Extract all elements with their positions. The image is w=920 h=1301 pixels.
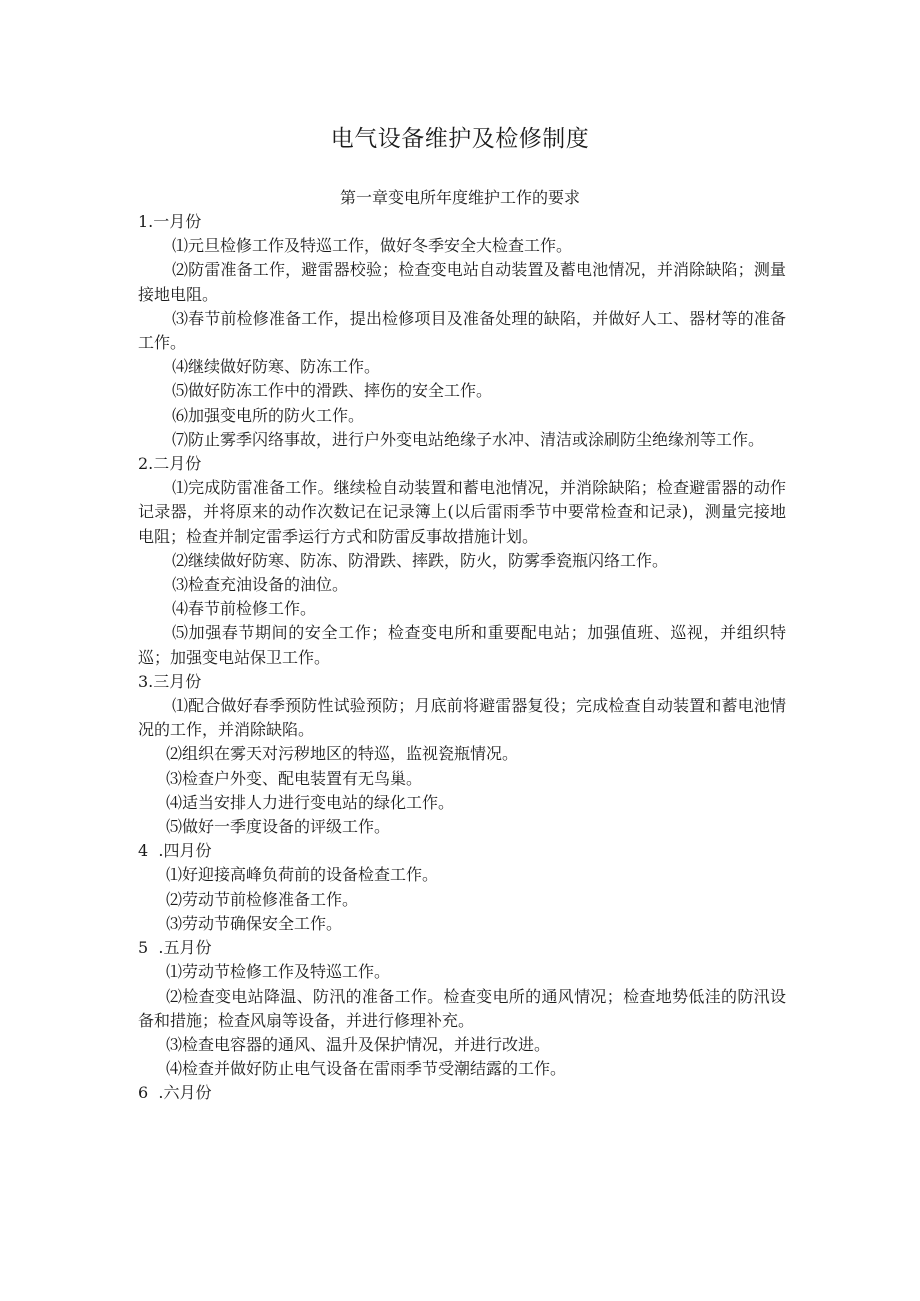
month-heading: 6 .六月份	[138, 1083, 212, 1103]
list-item: ⑺防止雾季闪络事故，进行户外变电站绝缘子水冲、清洁或涂刷防尘绝缘剂等工作。	[172, 429, 765, 449]
list-item: ⑴劳动节检修工作及特巡工作。	[166, 962, 391, 982]
list-item: ⑶检查充油设备的油位。	[172, 575, 349, 595]
list-item: ⑵防雷准备工作，避雷器校验；检查变电站自动装置及蓄电池情况，并消除缺陷；测量接地电阻。	[138, 260, 786, 304]
list-item: ⑴配合做好春季预防性试验预防；月底前将避雷器复役；完成检查自动装置和蓄电池情况的工作，并消除缺陷。	[138, 696, 786, 740]
list-item: ⑷春节前检修工作。	[172, 599, 317, 619]
list-item: ⑶劳动节确保安全工作。	[166, 913, 343, 933]
list-item: ⑴元旦检修工作及特巡工作，做好冬季安全大检查工作。	[172, 236, 573, 256]
list-item: ⑵劳动节前检修准备工作。	[166, 889, 359, 909]
list-item: ⑷检查并做好防止电气设备在雷雨季节受潮结露的工作。	[166, 1059, 567, 1079]
month-heading: 2.二月份	[138, 454, 202, 474]
month-heading: 5 .五月份	[138, 938, 212, 958]
month-heading: 4 .四月份	[138, 841, 212, 861]
chapter-heading: 第一章变电所年度维护工作的要求	[339, 188, 580, 207]
list-item: ⑵检查变电站降温、防汛的准备工作。检查变电所的通风情况；检查地势低洼的防汛设备和措施；检查风扇等设备，并进行修理补充。	[138, 986, 786, 1030]
list-item: ⑸做好防冻工作中的滑跌、摔伤的安全工作。	[172, 381, 493, 401]
list-item: ⑷适当安排人力进行变电站的绿化工作。	[166, 792, 455, 812]
list-item: ⑴好迎接高峰负荷前的设备检查工作。	[166, 865, 439, 885]
list-item: ⑷继续做好防寒、防冻工作。	[172, 357, 381, 377]
list-item: ⑵组织在雾天对污秽地区的特巡，监视瓷瓶情况。	[166, 744, 519, 764]
list-item: ⑶检查户外变、配电装置有无鸟巢。	[166, 768, 423, 788]
document-body	[138, 210, 786, 1106]
list-item: ⑹加强变电所的防火工作。	[172, 405, 365, 425]
list-item: ⑶春节前检修准备工作，提出检修项目及准备处理的缺陷，并做好人工、器材等的准备工作。	[138, 308, 786, 353]
list-item: ⑸做好一季度设备的评级工作。	[166, 817, 391, 837]
list-item: ⑵继续做好防寒、防冻、防滑跌、摔跌，防火，防雾季瓷瓶闪络工作。	[172, 550, 669, 570]
list-item: ⑸加强春节期间的安全工作；检查变电所和重要配电站；加强值班、巡视，并组织特巡；加强变电站保卫工作。	[138, 623, 786, 667]
list-item: ⑴完成防雷准备工作。继续检自动装置和蓄电池情况，并消除缺陷；检查避雷器的动作记录器，并将原来的动作次数记在记录簿上(以后雷雨季节中要常检查和记录)，测量完接地电阻；检查并制定雷季运行方式和防雷反事故措施计划。	[138, 478, 786, 546]
month-heading: 1.一月份	[138, 212, 202, 231]
month-heading: 3.三月份	[138, 671, 202, 691]
list-item: ⑶检查电容器的通风、温升及保护情况，并进行改进。	[166, 1034, 551, 1054]
page-title: 电气设备维护及检修制度	[330, 126, 590, 152]
